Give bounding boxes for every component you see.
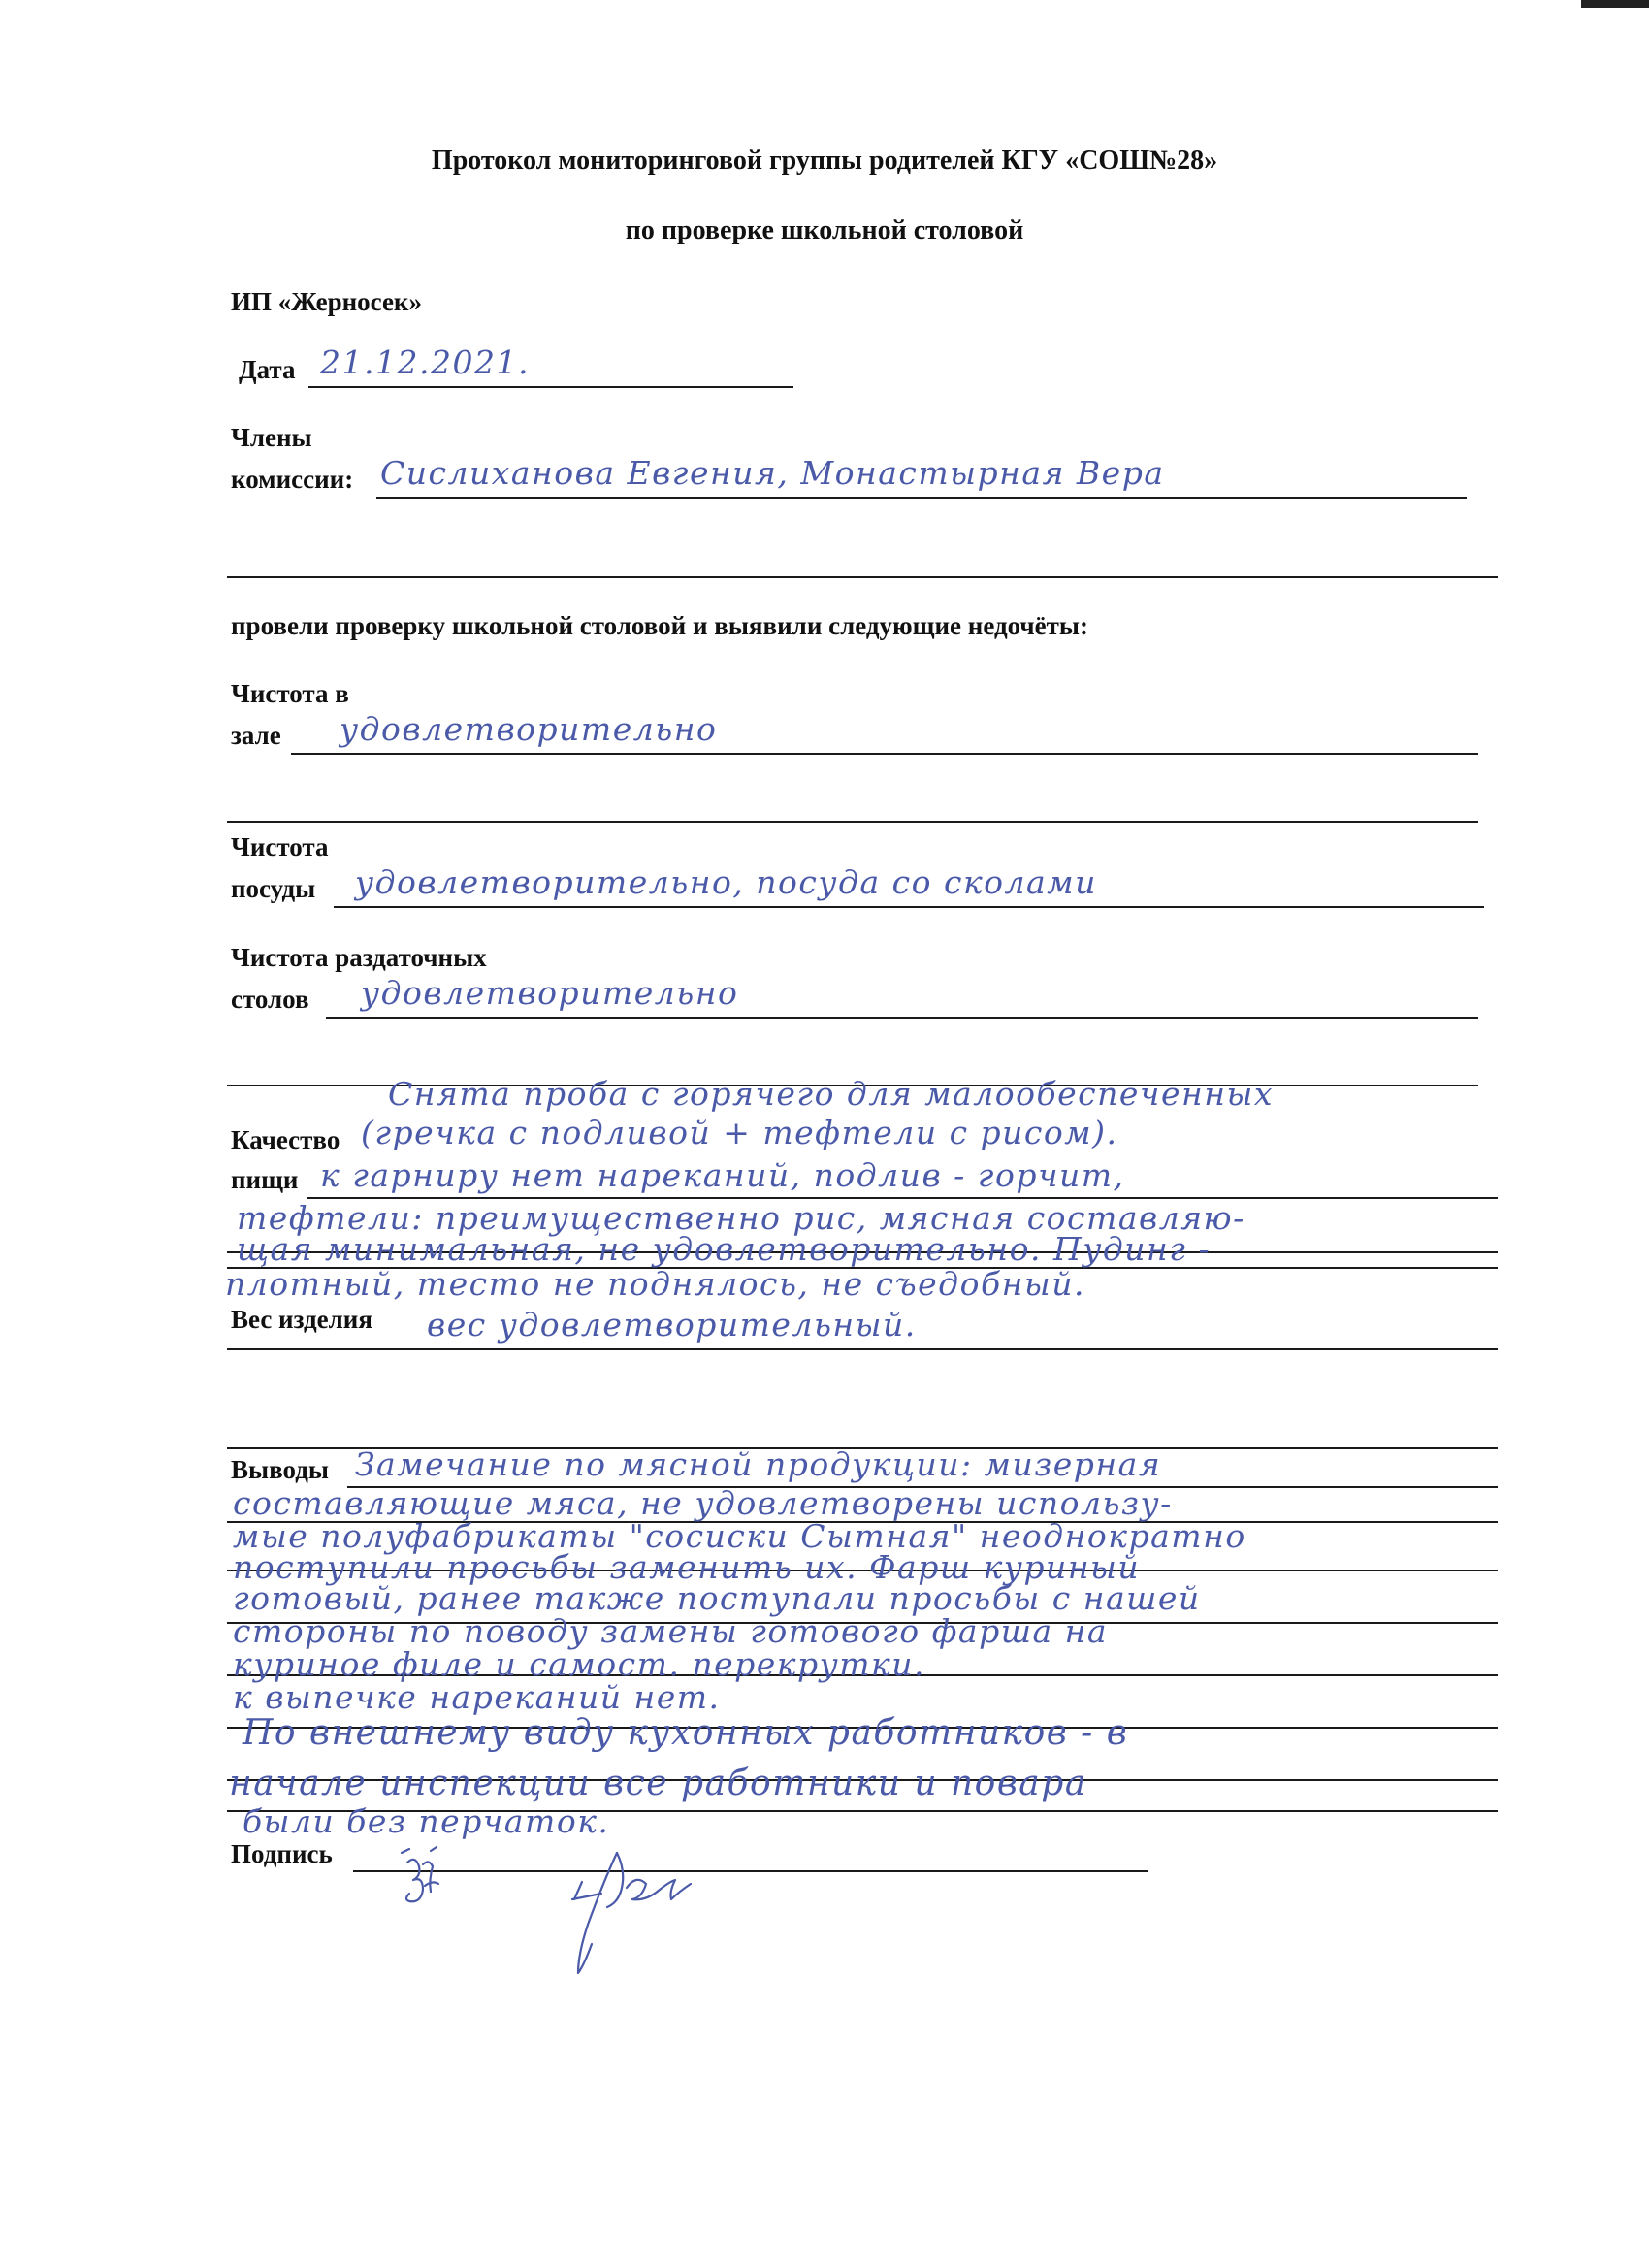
food-note-line: тефтели: преимущественно рис, мясная составляю-: [237, 1199, 1245, 1237]
document-subtitle: по проверке школьной столовой: [625, 215, 1024, 245]
weight-line: [227, 1348, 1498, 1350]
hall-extra-line: [227, 821, 1478, 823]
handwritten-signature: [388, 1843, 795, 1989]
date-value: 21.12.2021.: [320, 343, 530, 381]
members-label-line2: комиссии:: [231, 465, 354, 494]
conclusion-note-line: мые полуфабрикаты "сосиски Сытная" неоднократно: [233, 1517, 1246, 1555]
members-label-line1: Члены: [231, 423, 312, 452]
conclusions-label: Выводы: [231, 1455, 329, 1484]
food-note-line: (гречка с подливой + тефтели с рисом).: [361, 1114, 1118, 1151]
conclusion-note-line: к выпечке нареканий нет.: [233, 1678, 721, 1716]
food-note-line: плотный, тесто не поднялось, не съедобный.: [225, 1265, 1085, 1303]
conclusion-note-line: были без перчаток.: [242, 1802, 610, 1840]
conclusion-note-line: По внешнему виду кухонных работников - в: [242, 1713, 1129, 1753]
conclusion-note-line: куриное филе и самост. перекрутки.: [233, 1645, 925, 1683]
inspection-intro: провели проверку школьной столовой и выявили следующие недочёты:: [231, 611, 1088, 640]
tables-label-line2: столов: [231, 985, 309, 1014]
food-note-line: к гарниру нет нареканий, подлив - горчит,: [320, 1156, 1125, 1194]
members-value: Сислиханова Евгения, Монастырная Вера: [380, 454, 1165, 492]
hall-label-line1: Чистота в: [231, 679, 349, 708]
date-line: [308, 386, 793, 388]
dishes-label-line1: Чистота: [231, 832, 329, 861]
conclusion-note-line: готовый, ранее также поступали просьбы с нашей: [233, 1579, 1201, 1617]
conclusion-note-line: Замечание по мясной продукции: мизерная: [355, 1445, 1162, 1483]
hall-line: [291, 753, 1478, 755]
food-label-line1: Качество: [231, 1125, 340, 1154]
weight-label: Вес изделия: [231, 1305, 372, 1334]
food-note-line: щая минимальная, не удовлетворительно. Пудинг -: [237, 1230, 1212, 1268]
members-extra-line: [227, 576, 1498, 578]
weight-value: вес удовлетворительный.: [427, 1306, 917, 1344]
dishes-value: удовлетворительно, посуда со сколами: [355, 863, 1097, 901]
organization-name: ИП «Жерносек»: [231, 287, 422, 316]
conclusion-note-line: начале инспекции все работники и повара: [229, 1764, 1087, 1803]
dishes-line: [334, 906, 1484, 908]
tables-label-line1: Чистота раздаточных: [231, 943, 487, 972]
scan-edge-mark: [1581, 0, 1649, 8]
members-line: [376, 497, 1467, 499]
food-note-line: Снята проба с горячего для малообеспеченных: [388, 1075, 1274, 1113]
document-title: Протокол мониторинговой группы родителей КГУ «СОШ№28»: [431, 146, 1218, 176]
tables-value: удовлетворительно: [361, 974, 739, 1012]
signature-label: Подпись: [231, 1839, 333, 1868]
hall-label-line2: зале: [231, 721, 281, 750]
food-label-line2: пищи: [231, 1165, 299, 1194]
conclusion-note-line: поступили просьбы заменить их. Фарш куриный: [233, 1548, 1141, 1586]
conclusion-note-line: стороны по поводу замены готового фарша на: [233, 1612, 1109, 1650]
hall-value: удовлетворительно: [340, 710, 718, 748]
conclusion-note-line: составляющие мяса, не удовлетворены использу-: [233, 1484, 1173, 1522]
date-label: Дата: [239, 355, 296, 384]
tables-line: [326, 1017, 1478, 1019]
dishes-label-line2: посуды: [231, 874, 316, 903]
